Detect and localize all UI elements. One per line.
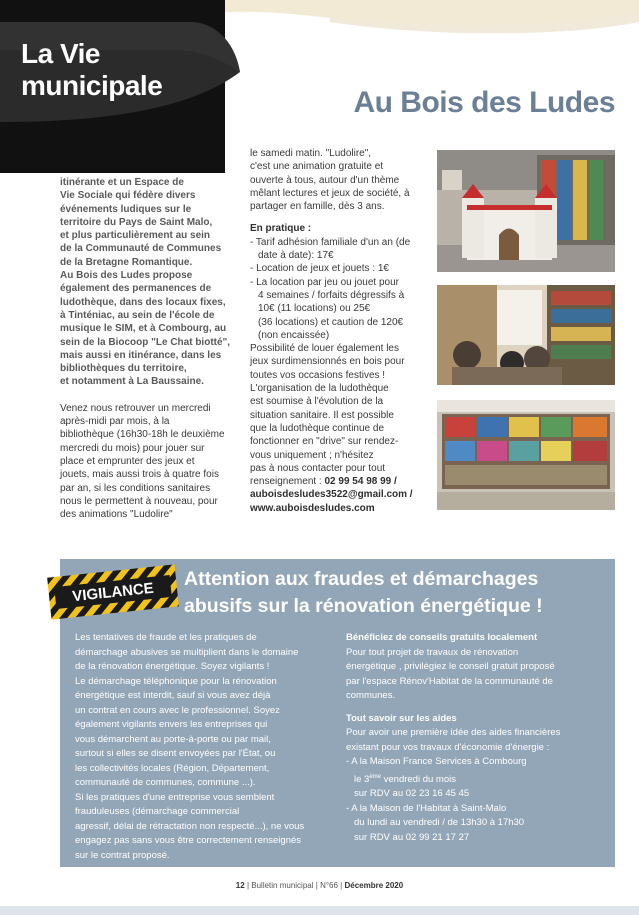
left-column: [60, 176, 240, 521]
photo-castle: [437, 150, 615, 272]
phone-number[interactable]: 02 99 54 98 99 /: [324, 476, 397, 488]
footer-sep: |: [315, 881, 318, 890]
text-line: événements ludiques sur le: [60, 203, 192, 215]
text-line: 10€ (11 locations) ou 25€: [258, 303, 371, 315]
footer-issue: N°66: [320, 881, 338, 890]
text-line: de la Communauté de Communes: [60, 243, 222, 255]
text-line: ludothèque, dans des locaux fixes,: [60, 296, 226, 308]
text-line: sein de la Biocoop "Le Chat biotté",: [60, 336, 231, 348]
footer-bulletin: Bulletin municipal: [251, 881, 314, 890]
text-line: le samedi matin. "Ludolire",: [250, 148, 372, 159]
text-line: communauté de communes, commune ...).: [75, 777, 256, 788]
text-line: situation sanitaire. Il est possible: [250, 409, 394, 421]
middle-column: [250, 147, 430, 515]
text-line: - La location par jeu ou jouet pour: [250, 276, 399, 288]
footer-sep: |: [246, 881, 250, 890]
text-line: 4 semaines / forfaits dégressifs à: [258, 289, 405, 301]
text-line: des animations "Ludolire": [60, 509, 173, 521]
text-line: - A la Maison France Services à Combourg: [346, 756, 527, 767]
footer-sep: |: [340, 881, 343, 890]
photo-toy-shelves: [437, 400, 615, 510]
text-line: partager en famille, dès 3 ans.: [250, 201, 385, 213]
practical-list: [250, 236, 430, 475]
email-link[interactable]: auboisdesludes3522@gmail.com /: [250, 489, 413, 501]
advice-heading: Bénéficiez de conseils gratuits localement: [346, 632, 538, 643]
contact-prefix: renseignement :: [250, 476, 325, 488]
text-line: et notamment à La Baussaine.: [60, 376, 204, 388]
text-line: par l'espace Rénov'Habitat de la communauté de: [346, 675, 553, 687]
text-line: est soumise à l'évolution de la: [250, 396, 384, 408]
text-line: à Tinténiac, au sein de l'école de: [60, 309, 215, 321]
text-line: - A la Maison de l'Habitat à Saint-Malo: [346, 802, 507, 814]
photo-library-reading-image: [437, 285, 615, 385]
text-line: - Location de jeux et jouets : 1€: [250, 263, 389, 275]
text-line: jeux surdimensionnés en bois pour: [250, 356, 405, 368]
left-normal-paragraph: [60, 402, 240, 522]
text-line: pas à nous contacter pour tout: [250, 462, 386, 474]
text-line: de la rénovation énergétique. Soyez vigilants !: [75, 661, 270, 672]
friday-sup: ème: [369, 773, 381, 780]
text-line: énergétique est interdit, sauf si vous avez déjà: [75, 690, 271, 701]
text-line: place et emprunter des jeux et: [60, 455, 195, 467]
friday-post: vendredi du mois: [381, 773, 456, 785]
text-line: sur RDV au 02 99 21 17 27: [354, 831, 470, 843]
text-line: Pour tout projet de travaux de rénovation: [346, 646, 519, 658]
text-line: également vigilants envers les entreprises qui: [75, 719, 268, 730]
text-line: fonctionner en "drive" sur rendez-: [250, 436, 399, 448]
intro-paragraph: [250, 147, 430, 213]
page-footer: [0, 881, 639, 890]
text-line: ouverte à tous, autour d'un thème: [250, 174, 400, 186]
vigilance-title-line2: abusifs sur la rénovation énergétique !: [184, 595, 543, 617]
text-line: nous le permettent à nouveau, pour: [60, 495, 218, 507]
text-line: c'est une animation gratuite et: [250, 161, 384, 173]
contact-line: [250, 475, 430, 488]
text-line: de la Bretagne Romantique.: [60, 256, 193, 268]
text-line: date à date): 17€: [258, 250, 334, 262]
text-line: sur RDV au 02 23 16 45 45: [354, 788, 470, 800]
text-line: les collectivités locales (Région, Département,: [75, 762, 270, 774]
friday-line: [346, 770, 616, 788]
text-line: par an, si les conditions sanitaires: [60, 482, 211, 494]
bottom-strip: [0, 906, 639, 915]
vigilance-right-column: [346, 631, 616, 845]
text-line: existant pour vos travaux d'économie d'énergie :: [346, 741, 550, 753]
text-line: et plus particulièrement au sein: [60, 230, 211, 242]
text-line: Au Bois des Ludes propose: [60, 270, 193, 282]
text-line: agressif, délai de rétractation non respecté...), ne vous: [75, 820, 305, 832]
text-line: Venez nous retrouver un mercredi: [60, 402, 211, 414]
text-line: (non encaissée): [258, 329, 330, 341]
text-line: mêlant lectures et jeux de société, à: [250, 187, 410, 199]
page-number: 12: [235, 881, 245, 890]
text-line: également des permanences de: [60, 283, 212, 295]
text-line: un contrat en cours avec le professionnel. Soyez: [75, 704, 280, 716]
text-line: territoire du Pays de Saint Malo,: [60, 216, 213, 228]
text-line: énergétique , privilégiez le conseil gratuit proposé: [346, 661, 555, 672]
website-link[interactable]: www.auboisdesludes.com: [250, 502, 375, 514]
vigilance-left-column: [75, 631, 345, 863]
text-line: L'organisation de la ludothèque: [250, 383, 389, 395]
vigilance-badge: [47, 563, 179, 621]
text-line: engagez pas sans vous être correctement renseignés: [75, 835, 302, 846]
text-line: vous démarchent au porte-à-porte ou par mail,: [75, 733, 271, 745]
left-bold-paragraph: [60, 176, 240, 389]
text-line: Les tentatives de fraude et les pratiques de: [75, 632, 257, 643]
article-title: Au Bois des Ludes: [353, 86, 615, 119]
text-line: Vie Sociale qui fédère divers: [60, 190, 196, 202]
text-line: du lundi au vendredi / de 13h30 à 17h30: [354, 817, 525, 829]
text-line: surtout si elles se disent envoyées par l'État, ou: [75, 748, 276, 759]
text-line: musique le SIM, et à Combourg, au: [60, 323, 227, 335]
text-line: toutes vos occasions festives !: [250, 369, 386, 381]
text-line: communes.: [346, 690, 396, 701]
text-line: mercredi du mois) pour jouer sur: [60, 442, 205, 454]
text-line: que la ludothèque continue de: [250, 422, 385, 434]
vigilance-badge-text: VIGILANCE: [71, 579, 155, 606]
photo-castle-image: [437, 150, 615, 272]
text-line: démarchage abusives se multiplient dans le domaine: [75, 646, 299, 658]
friday-pre: le 3: [354, 773, 370, 785]
section-title: [21, 38, 221, 102]
text-line: bibliothèques du territoire,: [60, 363, 187, 375]
section-title-line2: municipale: [21, 70, 163, 101]
section-title-line1: La Vie: [21, 38, 100, 69]
photo-toy-shelves-image: [437, 400, 615, 510]
text-line: vous uniquement ; n'hésitez: [250, 449, 374, 461]
text-line: - Tarif adhésion familiale d'un an (de: [250, 236, 411, 248]
vigilance-title-line1: Attention aux fraudes et démarchages: [184, 568, 539, 590]
text-line: jouets, mais aussi trois à quatre fois: [60, 469, 219, 481]
text-line: sur le contrat proposé.: [75, 849, 170, 861]
text-line: bibliothèque (16h30-18h le deuxième: [60, 429, 225, 441]
practical-heading: En pratique :: [250, 223, 312, 235]
text-line: Possibilité de louer également les: [250, 343, 399, 355]
text-line: Le démarchage téléphonique pour la rénovation: [75, 675, 277, 687]
text-line: Pour avoir une première idée des aides financières: [346, 727, 561, 738]
text-line: (36 locations) et caution de 120€: [258, 316, 404, 328]
vigilance-title: [184, 566, 614, 620]
text-line: itinérante et un Espace de: [60, 177, 184, 188]
footer-date: Décembre 2020: [344, 881, 404, 890]
text-line: mais aussi en itinérance, dans les: [60, 349, 222, 361]
text-line: Si les pratiques d'une entreprise vous semblent: [75, 791, 275, 803]
aid-heading: Tout savoir sur les aides: [346, 712, 457, 724]
text-line: après-midi par mois, à la: [60, 416, 170, 428]
photo-library-reading: [437, 285, 615, 385]
text-line: frauduleuses (démarchage commercial: [75, 806, 240, 817]
